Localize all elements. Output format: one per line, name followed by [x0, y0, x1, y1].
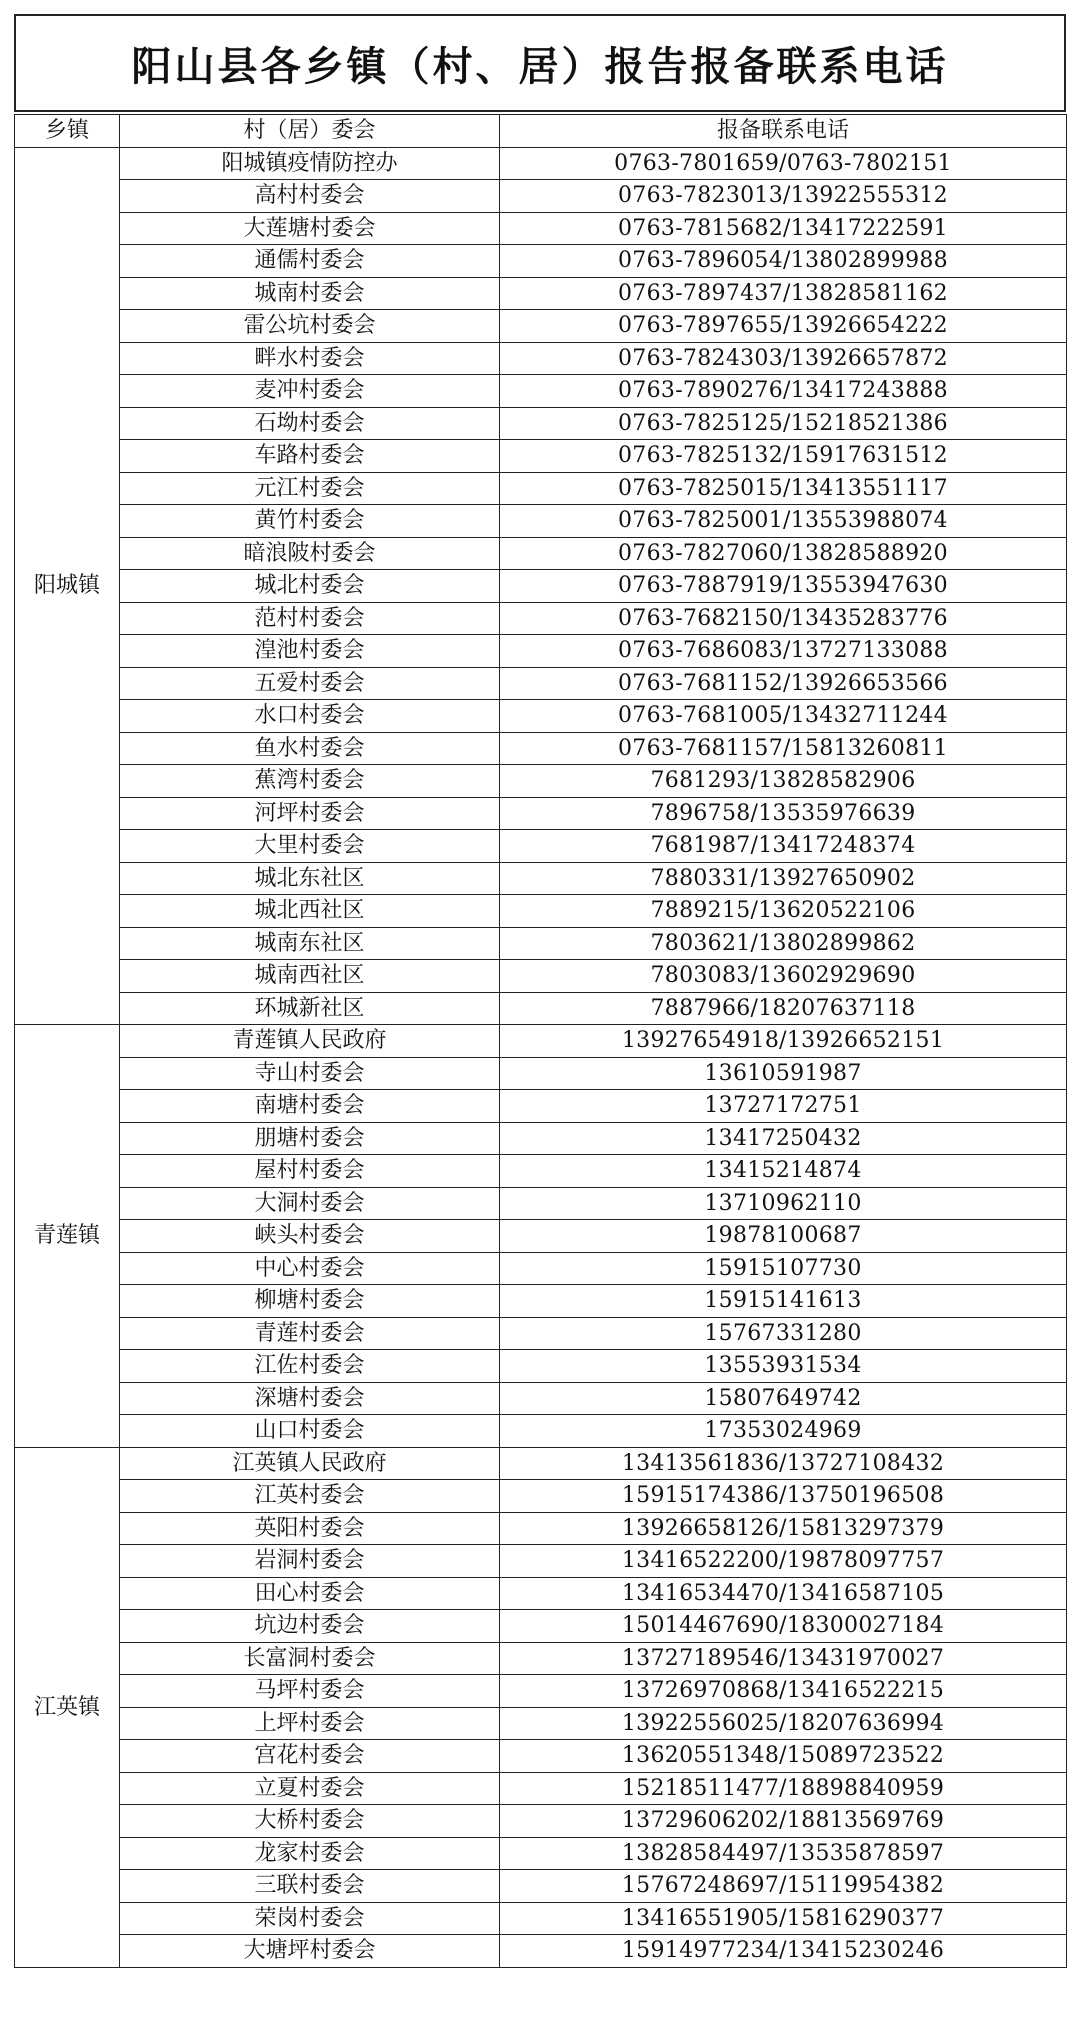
- table-row: [15, 1707, 1067, 1740]
- village-cell: 阳城镇疫情防控办: [120, 147, 500, 180]
- table-row: [15, 1447, 1067, 1480]
- phone-cell: 7803621/13802899862: [500, 927, 1067, 960]
- village-cell: 车路村委会: [120, 440, 500, 473]
- phone-cell: 13413561836/13727108432: [500, 1447, 1067, 1480]
- table-row: [15, 1480, 1067, 1513]
- phone-cell: 15767331280: [500, 1317, 1067, 1350]
- phone-cell: 0763-7825132/15917631512: [500, 440, 1067, 473]
- phone-cell: 13828584497/13535878597: [500, 1837, 1067, 1870]
- village-cell: 中心村委会: [120, 1252, 500, 1285]
- table-header-row: [15, 115, 1067, 148]
- phone-cell: 15914977234/13415230246: [500, 1935, 1067, 1968]
- table-body: [15, 147, 1067, 1967]
- village-cell: 城南西社区: [120, 960, 500, 993]
- table-row: [15, 147, 1067, 180]
- table-row: [15, 1675, 1067, 1708]
- phone-cell: 7681293/13828582906: [500, 765, 1067, 798]
- village-cell: 江佐村委会: [120, 1350, 500, 1383]
- table-row: [15, 1870, 1067, 1903]
- table-row: [15, 342, 1067, 375]
- phone-cell: 0763-7801659/0763-7802151: [500, 147, 1067, 180]
- table-row: [15, 277, 1067, 310]
- phone-cell: 15218511477/18898840959: [500, 1772, 1067, 1805]
- phone-cell: 19878100687: [500, 1220, 1067, 1253]
- village-cell: 大洞村委会: [120, 1187, 500, 1220]
- phone-cell: 13710962110: [500, 1187, 1067, 1220]
- table-row: [15, 797, 1067, 830]
- phone-cell: 13926658126/15813297379: [500, 1512, 1067, 1545]
- table-row: [15, 1252, 1067, 1285]
- village-cell: 马坪村委会: [120, 1675, 500, 1708]
- table-row: [15, 960, 1067, 993]
- village-cell: 河坪村委会: [120, 797, 500, 830]
- contact-table: [14, 114, 1067, 1968]
- village-cell: 雷公坑村委会: [120, 310, 500, 343]
- phone-cell: 13416534470/13416587105: [500, 1577, 1067, 1610]
- village-cell: 城北东社区: [120, 862, 500, 895]
- table-row: [15, 407, 1067, 440]
- village-cell: 三联村委会: [120, 1870, 500, 1903]
- village-cell: 通儒村委会: [120, 245, 500, 278]
- village-cell: 朋塘村委会: [120, 1122, 500, 1155]
- phone-cell: 0763-7825015/13413551117: [500, 472, 1067, 505]
- village-cell: 柳塘村委会: [120, 1285, 500, 1318]
- table-row: [15, 1415, 1067, 1448]
- phone-cell: 0763-7896054/13802899988: [500, 245, 1067, 278]
- village-cell: 长富洞村委会: [120, 1642, 500, 1675]
- village-cell: 环城新社区: [120, 992, 500, 1025]
- phone-cell: 0763-7825125/15218521386: [500, 407, 1067, 440]
- phone-cell: 7896758/13535976639: [500, 797, 1067, 830]
- table-row: [15, 1512, 1067, 1545]
- table-row: [15, 375, 1067, 408]
- table-row: [15, 1155, 1067, 1188]
- phone-cell: 7889215/13620522106: [500, 895, 1067, 928]
- table-row: [15, 1837, 1067, 1870]
- village-cell: 英阳村委会: [120, 1512, 500, 1545]
- phone-cell: 15807649742: [500, 1382, 1067, 1415]
- town-cell: 江英镇: [15, 1447, 120, 1967]
- table-row: [15, 992, 1067, 1025]
- village-cell: 蕉湾村委会: [120, 765, 500, 798]
- table-row: [15, 927, 1067, 960]
- table-row: [15, 635, 1067, 668]
- village-cell: 田心村委会: [120, 1577, 500, 1610]
- village-cell: 立夏村委会: [120, 1772, 500, 1805]
- phone-cell: 13922556025/18207636994: [500, 1707, 1067, 1740]
- village-cell: 城北西社区: [120, 895, 500, 928]
- phone-cell: 7880331/13927650902: [500, 862, 1067, 895]
- table-row: [15, 212, 1067, 245]
- phone-cell: 0763-7890276/13417243888: [500, 375, 1067, 408]
- table-row: [15, 1642, 1067, 1675]
- phone-cell: 7681987/13417248374: [500, 830, 1067, 863]
- village-cell: 城南村委会: [120, 277, 500, 310]
- phone-cell: 13729606202/18813569769: [500, 1805, 1067, 1838]
- table-row: [15, 1057, 1067, 1090]
- table-row: [15, 1772, 1067, 1805]
- phone-cell: 0763-7815682/13417222591: [500, 212, 1067, 245]
- table-row: [15, 1382, 1067, 1415]
- village-cell: 上坪村委会: [120, 1707, 500, 1740]
- village-cell: 南塘村委会: [120, 1090, 500, 1123]
- village-cell: 屋村村委会: [120, 1155, 500, 1188]
- village-cell: 山口村委会: [120, 1415, 500, 1448]
- table-row: [15, 1187, 1067, 1220]
- phone-cell: 0763-7897655/13926654222: [500, 310, 1067, 343]
- village-cell: 宫花村委会: [120, 1740, 500, 1773]
- phone-cell: 0763-7825001/13553988074: [500, 505, 1067, 538]
- table-row: [15, 830, 1067, 863]
- phone-cell: 13415214874: [500, 1155, 1067, 1188]
- village-cell: 深塘村委会: [120, 1382, 500, 1415]
- table-row: [15, 1610, 1067, 1643]
- table-row: [15, 180, 1067, 213]
- village-cell: 湟池村委会: [120, 635, 500, 668]
- village-cell: 畔水村委会: [120, 342, 500, 375]
- phone-cell: 13927654918/13926652151: [500, 1025, 1067, 1058]
- table-row: [15, 1805, 1067, 1838]
- table-row: [15, 1935, 1067, 1968]
- town-cell: 阳城镇: [15, 147, 120, 1025]
- village-cell: 暗浪陂村委会: [120, 537, 500, 570]
- phone-cell: 15915107730: [500, 1252, 1067, 1285]
- table-row: [15, 472, 1067, 505]
- village-cell: 麦冲村委会: [120, 375, 500, 408]
- phone-cell: 0763-7686083/13727133088: [500, 635, 1067, 668]
- phone-cell: 0763-7897437/13828581162: [500, 277, 1067, 310]
- phone-cell: 13417250432: [500, 1122, 1067, 1155]
- village-cell: 大桥村委会: [120, 1805, 500, 1838]
- village-cell: 峡头村委会: [120, 1220, 500, 1253]
- table-row: [15, 1350, 1067, 1383]
- phone-cell: 13727189546/13431970027: [500, 1642, 1067, 1675]
- table-row: [15, 505, 1067, 538]
- table-row: [15, 1122, 1067, 1155]
- town-cell: 青莲镇: [15, 1025, 120, 1448]
- table-row: [15, 862, 1067, 895]
- phone-cell: 0763-7681157/15813260811: [500, 732, 1067, 765]
- table-row: [15, 1220, 1067, 1253]
- phone-cell: 13620551348/15089723522: [500, 1740, 1067, 1773]
- table-row: [15, 602, 1067, 635]
- village-cell: 城北村委会: [120, 570, 500, 603]
- phone-cell: 0763-7823013/13922555312: [500, 180, 1067, 213]
- phone-cell: 13416551905/15816290377: [500, 1902, 1067, 1935]
- village-cell: 青莲村委会: [120, 1317, 500, 1350]
- village-cell: 范村村委会: [120, 602, 500, 635]
- table-row: [15, 537, 1067, 570]
- phone-cell: 7887966/18207637118: [500, 992, 1067, 1025]
- phone-cell: 13727172751: [500, 1090, 1067, 1123]
- header-town: 乡镇: [15, 115, 120, 148]
- phone-cell: 0763-7682150/13435283776: [500, 602, 1067, 635]
- phone-cell: 0763-7824303/13926657872: [500, 342, 1067, 375]
- phone-cell: 13416522200/19878097757: [500, 1545, 1067, 1578]
- phone-cell: 13553931534: [500, 1350, 1067, 1383]
- phone-cell: 15915174386/13750196508: [500, 1480, 1067, 1513]
- village-cell: 龙家村委会: [120, 1837, 500, 1870]
- village-cell: 高村村委会: [120, 180, 500, 213]
- table-row: [15, 732, 1067, 765]
- phone-cell: 15767248697/15119954382: [500, 1870, 1067, 1903]
- village-cell: 岩洞村委会: [120, 1545, 500, 1578]
- phone-cell: 15915141613: [500, 1285, 1067, 1318]
- village-cell: 五爱村委会: [120, 667, 500, 700]
- village-cell: 黄竹村委会: [120, 505, 500, 538]
- phone-cell: 0763-7827060/13828588920: [500, 537, 1067, 570]
- table-row: [15, 1090, 1067, 1123]
- table-row: [15, 1577, 1067, 1610]
- village-cell: 石坳村委会: [120, 407, 500, 440]
- phone-cell: 0763-7887919/13553947630: [500, 570, 1067, 603]
- header-phone: 报备联系电话: [500, 115, 1067, 148]
- table-row: [15, 700, 1067, 733]
- village-cell: 元江村委会: [120, 472, 500, 505]
- table-row: [15, 1545, 1067, 1578]
- village-cell: 城南东社区: [120, 927, 500, 960]
- table-row: [15, 310, 1067, 343]
- village-cell: 荣岗村委会: [120, 1902, 500, 1935]
- phone-cell: 7803083/13602929690: [500, 960, 1067, 993]
- table-row: [15, 667, 1067, 700]
- phone-cell: 17353024969: [500, 1415, 1067, 1448]
- table-row: [15, 440, 1067, 473]
- table-row: [15, 245, 1067, 278]
- table-row: [15, 1025, 1067, 1058]
- village-cell: 大莲塘村委会: [120, 212, 500, 245]
- phone-cell: 15014467690/18300027184: [500, 1610, 1067, 1643]
- phone-cell: 0763-7681152/13926653566: [500, 667, 1067, 700]
- phone-cell: 13726970868/13416522215: [500, 1675, 1067, 1708]
- table-row: [15, 895, 1067, 928]
- table-row: [15, 1285, 1067, 1318]
- phone-cell: 13610591987: [500, 1057, 1067, 1090]
- table-row: [15, 570, 1067, 603]
- village-cell: 大塘坪村委会: [120, 1935, 500, 1968]
- village-cell: 江英村委会: [120, 1480, 500, 1513]
- village-cell: 鱼水村委会: [120, 732, 500, 765]
- village-cell: 大里村委会: [120, 830, 500, 863]
- village-cell: 青莲镇人民政府: [120, 1025, 500, 1058]
- village-cell: 水口村委会: [120, 700, 500, 733]
- village-cell: 寺山村委会: [120, 1057, 500, 1090]
- table-row: [15, 765, 1067, 798]
- table-row: [15, 1740, 1067, 1773]
- table-row: [15, 1902, 1067, 1935]
- phone-cell: 0763-7681005/13432711244: [500, 700, 1067, 733]
- table-row: [15, 1317, 1067, 1350]
- header-village: 村（居）委会: [120, 115, 500, 148]
- document-title: 阳山县各乡镇（村、居）报告报备联系电话: [14, 14, 1066, 112]
- village-cell: 坑边村委会: [120, 1610, 500, 1643]
- village-cell: 江英镇人民政府: [120, 1447, 500, 1480]
